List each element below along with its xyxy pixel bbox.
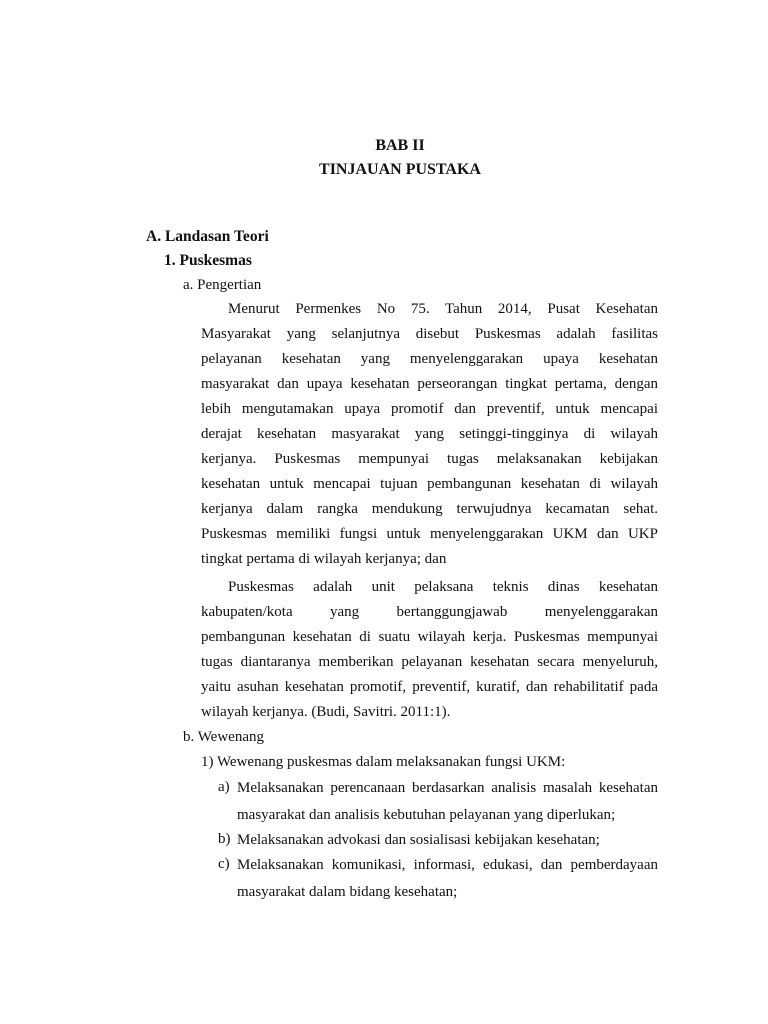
text-line: Melaksanakan perencanaan berdasarkan analisis masalah kesehatan: [237, 780, 658, 796]
text-line: wilayah kerjanya. (Budi, Savitri. 2011:1).: [201, 704, 451, 720]
text-line: masyarakat dan upaya kesehatan perseorangan tingkat pertama, dengan: [201, 376, 658, 392]
subsection-b-heading: b. Wewenang: [183, 729, 264, 745]
text-line: Melaksanakan advokasi dan sosialisasi kebijakan kesehatan;: [237, 832, 600, 848]
list-item: [237, 827, 658, 854]
subsection-a-heading: a. Pengertian: [183, 277, 262, 293]
paragraph-pengertian-1: [201, 297, 658, 572]
list-item: [237, 775, 658, 829]
text-line: kabupaten/kota yang bertanggungjawab menyelenggarakan: [201, 604, 658, 620]
point-1-heading: 1) Wewenang puskesmas dalam melaksanakan fungsi UKM:: [201, 754, 566, 770]
text-line: Puskesmas memiliki fungsi untuk menyelenggarakan UKM dan UKP: [201, 526, 658, 542]
text-line: Melaksanakan komunikasi, informasi, edukasi, dan pemberdayaan: [237, 857, 658, 873]
text-line: Masyarakat yang selanjutnya disebut Puskesmas adalah fasilitas: [201, 326, 658, 342]
text-line: derajat kesehatan masyarakat yang setinggi-tingginya di wilayah: [201, 426, 658, 442]
list-marker: a): [218, 779, 230, 795]
text-line: tingkat pertama di wilayah kerjanya; dan: [201, 551, 447, 567]
section-heading-a: A. Landasan Teori: [146, 228, 269, 245]
text-line: masyarakat dan analisis kebutuhan pelayanan yang diperlukan;: [237, 807, 616, 823]
text-line: Menurut Permenkes No 75. Tahun 2014, Pusat Kesehatan: [228, 301, 658, 317]
list-item: [237, 852, 658, 906]
section-heading-1: 1. Puskesmas: [164, 252, 252, 269]
list-marker: c): [218, 856, 230, 872]
chapter-number: BAB II: [375, 137, 425, 154]
list-marker: b): [218, 831, 231, 847]
text-line: Puskesmas adalah unit pelaksana teknis dinas kesehatan: [228, 579, 658, 595]
text-line: masyarakat dalam bidang kesehatan;: [237, 884, 458, 900]
text-line: pelayanan kesehatan yang menyelenggarakan upaya kesehatan: [201, 351, 658, 367]
text-line: lebih mengutamakan upaya promotif dan preventif, untuk mencapai: [201, 401, 658, 417]
text-line: kerjanya. Puskesmas mempunyai tugas melaksanakan kebijakan: [201, 451, 658, 467]
text-line: yaitu asuhan kesehatan promotif, preventif, kuratif, dan rehabilitatif pada: [201, 679, 658, 695]
paragraph-pengertian-2: [201, 575, 658, 725]
text-line: kesehatan untuk mencapai tujuan pembangunan kesehatan di wilayah: [201, 476, 658, 492]
text-line: pembangunan kesehatan di suatu wilayah kerja. Puskesmas mempunyai: [201, 629, 658, 645]
text-line: kerjanya dalam rangka mendukung terwujudnya kecamatan sehat.: [201, 501, 658, 517]
text-line: tugas diantaranya memberikan pelayanan kesehatan secara menyeluruh,: [201, 654, 658, 670]
chapter-title: TINJAUAN PUSTAKA: [319, 161, 481, 178]
